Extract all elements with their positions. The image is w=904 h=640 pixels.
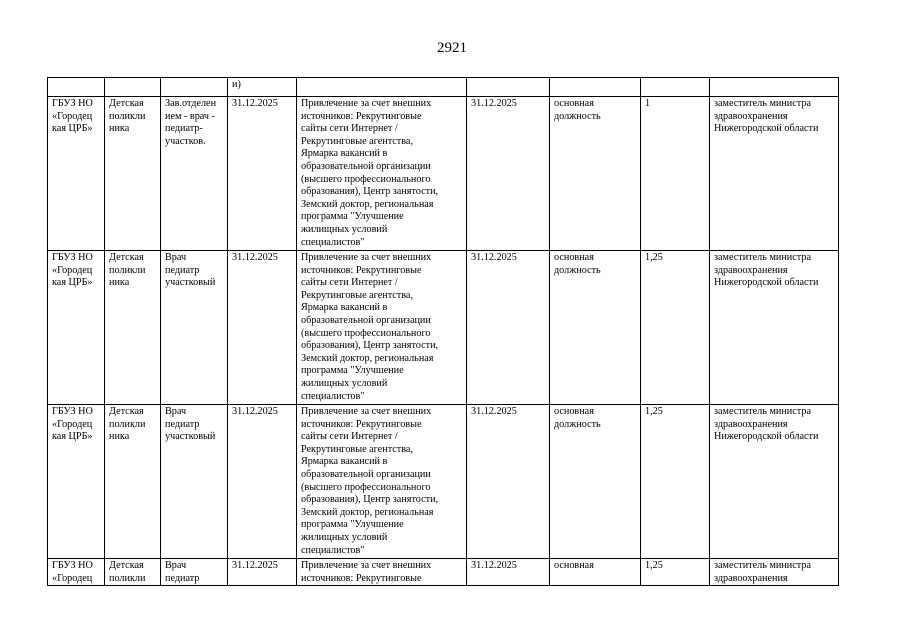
unit-cell: Детская поликли ника bbox=[105, 405, 161, 559]
position-cell: Зав.отделен ием - врач - педиатр- участков. bbox=[161, 97, 228, 251]
table-row bbox=[48, 405, 839, 559]
table-cell bbox=[161, 78, 228, 97]
page-number: 2921 bbox=[437, 40, 467, 56]
date-end-cell: 31.12.2025 bbox=[467, 251, 550, 405]
table-cell bbox=[105, 78, 161, 97]
measures-cell: Привлечение за счет внешних источников: Рекрутинговые сайты сети Интернет / Рекрутинговые агентства, Ярмарка вакансий в образовательной организации (высшего профессионального образования), Центр занятости, Земский доктор, региональная программа "Улучшение жилищных условий специалистов" bbox=[297, 97, 467, 251]
rate-cell: 1,25 bbox=[641, 251, 710, 405]
responsible-cell: заместитель министра здравоохранения Нижегородской области bbox=[710, 97, 839, 251]
rate-cell: 1,25 bbox=[641, 405, 710, 559]
position-cell: Врач педиатр участковый bbox=[161, 405, 228, 559]
staffing-measures-table bbox=[47, 77, 839, 586]
table-row bbox=[48, 251, 839, 405]
responsible-cell: заместитель министра здравоохранения Нижегородской области bbox=[710, 251, 839, 405]
responsible-cell: заместитель министра здравоохранения Нижегородской области bbox=[710, 405, 839, 559]
measures-cell: Привлечение за счет внешних источников: Рекрутинговые сайты сети Интернет / Рекрутинговые агентства, Ярмарка вакансий в образовательной организации (высшего профессионального образования), Центр занятости, Земский доктор, региональная программа "Улучшение жилищных условий специалистов" bbox=[297, 405, 467, 559]
table-cell bbox=[467, 78, 550, 97]
measures-cell: Привлечение за счет внешних источников: Рекрутинговые bbox=[297, 559, 467, 586]
org-cell: ГБУЗ НО «Городец кая ЦРБ» bbox=[48, 405, 105, 559]
org-cell: ГБУЗ НО «Городец кая ЦРБ» bbox=[48, 251, 105, 405]
org-cell: ГБУЗ НО «Городец кая ЦРБ» bbox=[48, 97, 105, 251]
continuation-row bbox=[48, 78, 839, 97]
date-end-cell: 31.12.2025 bbox=[467, 405, 550, 559]
table-cell bbox=[641, 78, 710, 97]
table-cell bbox=[710, 78, 839, 97]
job-type-cell: основная должность bbox=[550, 251, 641, 405]
table-cell bbox=[297, 78, 467, 97]
table-cell: и) bbox=[228, 78, 297, 97]
date-start-cell: 31.12.2025 bbox=[228, 559, 297, 586]
date-end-cell: 31.12.2025 bbox=[467, 559, 550, 586]
position-cell: Врач педиатр участковый bbox=[161, 251, 228, 405]
unit-cell: Детская поликли bbox=[105, 559, 161, 586]
table-row bbox=[48, 559, 839, 586]
responsible-cell: заместитель министра здравоохранения bbox=[710, 559, 839, 586]
date-start-cell: 31.12.2025 bbox=[228, 251, 297, 405]
job-type-cell: основная должность bbox=[550, 97, 641, 251]
rate-cell: 1 bbox=[641, 97, 710, 251]
date-start-cell: 31.12.2025 bbox=[228, 97, 297, 251]
table-row bbox=[48, 97, 839, 251]
org-cell: ГБУЗ НО «Городец bbox=[48, 559, 105, 586]
date-end-cell: 31.12.2025 bbox=[467, 97, 550, 251]
job-type-cell: основная bbox=[550, 559, 641, 586]
measures-cell: Привлечение за счет внешних источников: Рекрутинговые сайты сети Интернет / Рекрутинговые агентства, Ярмарка вакансий в образовательной организации (высшего профессионального образования), Центр занятости, Земский доктор, региональная программа "Улучшение жилищных условий специалистов" bbox=[297, 251, 467, 405]
date-start-cell: 31.12.2025 bbox=[228, 405, 297, 559]
unit-cell: Детская поликли ника bbox=[105, 97, 161, 251]
position-cell: Врач педиатр bbox=[161, 559, 228, 586]
unit-cell: Детская поликли ника bbox=[105, 251, 161, 405]
table-cell bbox=[550, 78, 641, 97]
rate-cell: 1,25 bbox=[641, 559, 710, 586]
job-type-cell: основная должность bbox=[550, 405, 641, 559]
table-cell bbox=[48, 78, 105, 97]
